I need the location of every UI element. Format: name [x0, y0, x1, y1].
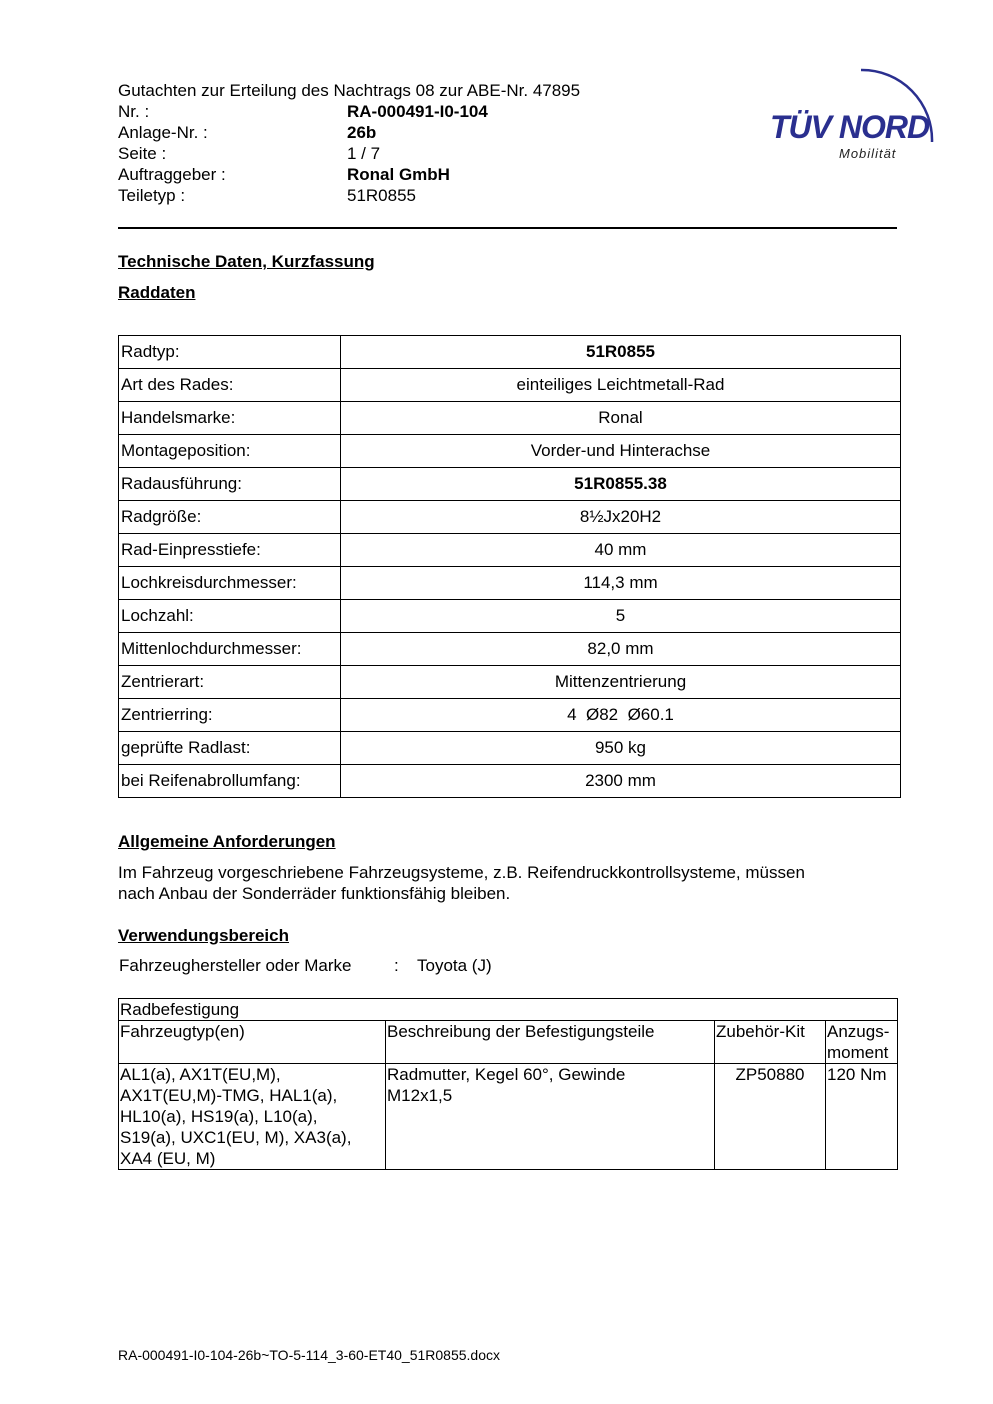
row-label: Montageposition:: [119, 435, 341, 468]
header-label: Anlage-Nr. :: [118, 123, 208, 142]
header-row-nr: [118, 101, 580, 122]
paragraph-line: Im Fahrzeug vorgeschriebene Fahrzeugsysteme, z.B. Reifendruckkontrollsysteme, müssen: [118, 863, 805, 882]
cell-zubehoer-kit: ZP50880: [715, 1064, 826, 1170]
header-row-anlage: [118, 122, 580, 143]
header-row-auftraggeber: [118, 164, 580, 185]
row-value: 4 Ø82 Ø60.1: [341, 699, 901, 732]
header-label: Seite :: [118, 144, 167, 163]
header-value: Ronal GmbH: [347, 165, 450, 184]
footer-filename: RA-000491-I0-104-26b~TO-5-114_3-60-ET40_51R0855.docx: [118, 1347, 501, 1363]
header-cell-beschreibung: Beschreibung der Befestigungsteile: [386, 1021, 715, 1064]
cell-line: XA4 (EU, M): [120, 1149, 216, 1168]
row-label: Mittenlochdurchmesser:: [119, 633, 341, 666]
table-row: [119, 534, 901, 567]
header-cell-anzugsmoment: [826, 1021, 898, 1064]
table-row: [119, 633, 901, 666]
row-label: Art des Rades:: [119, 369, 341, 402]
header-label: Nr. :: [118, 102, 150, 121]
radbefestigung-table: [118, 998, 898, 1170]
header-label: Auftraggeber :: [118, 165, 226, 184]
row-label: Zentrierring:: [119, 699, 341, 732]
row-value: 51R0855: [341, 336, 901, 369]
table-row: [119, 1064, 898, 1170]
usage-value: Toyota (J): [417, 956, 492, 975]
table-row: [119, 402, 901, 435]
row-value: 950 kg: [341, 732, 901, 765]
cell-line: AL1(a), AX1T(EU,M),: [120, 1065, 281, 1084]
row-label: Radausführung:: [119, 468, 341, 501]
row-value: 2300 mm: [341, 765, 901, 798]
cell-line: M12x1,5: [387, 1086, 453, 1105]
row-label: bei Reifenabrollumfang:: [119, 765, 341, 798]
row-value: 8½Jx20H2: [341, 501, 901, 534]
usage-separator: :: [394, 956, 399, 975]
header-value: 1 / 7: [347, 144, 381, 163]
table-title: Radbefestigung: [119, 999, 898, 1021]
header-value: 51R0855: [347, 186, 417, 205]
cell-line: Radmutter, Kegel 60°, Gewinde: [387, 1065, 626, 1084]
row-label: Lochkreisdurchmesser:: [119, 567, 341, 600]
table-row: [119, 468, 901, 501]
header-label: Teiletyp :: [118, 186, 186, 205]
table-row: [119, 435, 901, 468]
section-heading-raddaten: Raddaten: [118, 283, 196, 302]
table-row: [119, 765, 901, 798]
allgemeine-paragraph: [118, 862, 898, 904]
row-label: Rad-Einpresstiefe:: [119, 534, 341, 567]
header-row-teiletyp: [118, 185, 580, 206]
table-row: [119, 732, 901, 765]
logo-sub-text: Mobilität: [839, 146, 897, 161]
row-label: Radtyp:: [119, 336, 341, 369]
row-label: Lochzahl:: [119, 600, 341, 633]
section-heading-technische-daten: Technische Daten, Kurzfassung: [118, 252, 375, 271]
row-value: Ronal: [341, 402, 901, 435]
table-row: [119, 336, 901, 369]
row-value: 114,3 mm: [341, 567, 901, 600]
usage-row: [119, 956, 492, 976]
cell-anzugsmoment: 120 Nm: [826, 1064, 898, 1170]
logo-brand-text: TÜV NORD: [770, 109, 930, 145]
raddaten-table: [118, 335, 901, 798]
cell-line: HL10(a), HS19(a), L10(a),: [120, 1107, 318, 1126]
table-row: [119, 567, 901, 600]
table-row: [119, 501, 901, 534]
tuv-nord-logo: [766, 60, 946, 170]
usage-label: Fahrzeughersteller oder Marke: [119, 956, 352, 975]
table-header-row: [119, 1021, 898, 1064]
section-heading-allgemeine: Allgemeine Anforderungen: [118, 832, 336, 851]
row-label: Radgröße:: [119, 501, 341, 534]
row-label: Zentrierart:: [119, 666, 341, 699]
row-value: 40 mm: [341, 534, 901, 567]
row-label: Handelsmarke:: [119, 402, 341, 435]
header-line: moment: [827, 1043, 889, 1062]
cell-beschreibung: [386, 1064, 715, 1170]
cell-line: AX1T(EU,M)-TMG, HAL1(a),: [120, 1086, 338, 1105]
row-value: Mittenzentrierung: [341, 666, 901, 699]
row-label: geprüfte Radlast:: [119, 732, 341, 765]
document-title: Gutachten zur Erteilung des Nachtrags 08 zur ABE-Nr. 47895: [118, 81, 581, 100]
header-cell-zubehoer-kit: Zubehör-Kit: [715, 1021, 826, 1064]
header-value: RA-000491-I0-104: [347, 102, 488, 121]
row-value: Vorder-und Hinterachse: [341, 435, 901, 468]
header-line: Anzugs-: [827, 1022, 890, 1041]
cell-fahrzeugtypen: [119, 1064, 386, 1170]
document-header: [118, 80, 580, 206]
header-value: 26b: [347, 123, 377, 142]
paragraph-line: nach Anbau der Sonderräder funktionsfähig bleiben.: [118, 884, 511, 903]
row-value: 82,0 mm: [341, 633, 901, 666]
header-row-seite: [118, 143, 580, 164]
section-heading-verwendung: Verwendungsbereich: [118, 926, 289, 945]
table-row: [119, 666, 901, 699]
table-title-row: [119, 999, 898, 1021]
table-row: [119, 699, 901, 732]
header-cell-fahrzeugtyp: Fahrzeugtyp(en): [119, 1021, 386, 1064]
row-value: einteiliges Leichtmetall-Rad: [341, 369, 901, 402]
header-divider: [118, 227, 897, 229]
cell-line: S19(a), UXC1(EU, M), XA3(a),: [120, 1128, 352, 1147]
row-value: 51R0855.38: [341, 468, 901, 501]
row-value: 5: [341, 600, 901, 633]
table-row: [119, 600, 901, 633]
table-row: [119, 369, 901, 402]
